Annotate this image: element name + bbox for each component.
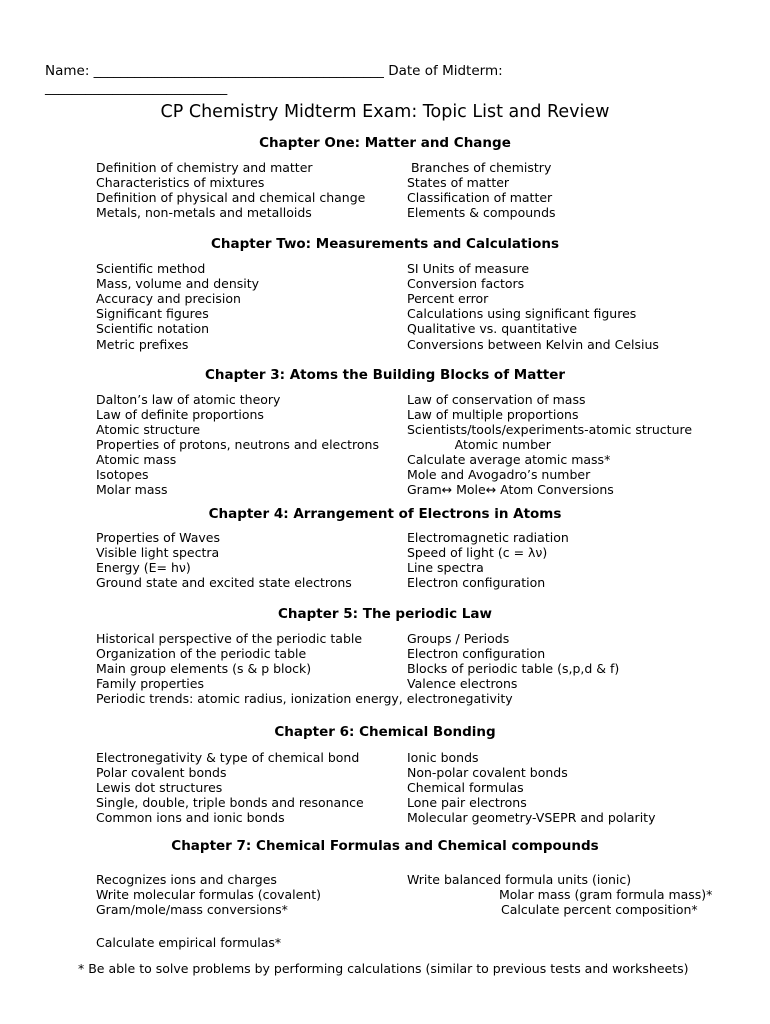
chapter-2-left-item: Scientific method — [96, 261, 206, 276]
chapter-7-right-item: Molar mass (gram formula mass)* — [499, 887, 713, 902]
chapter-3-left-item: Law of definite proportions — [96, 407, 264, 422]
chapter-6-title: Chapter 6: Chemical Bonding — [274, 724, 496, 740]
chapter-1-left-item: Characteristics of mixtures — [96, 175, 265, 190]
chapter-1-right-item: Elements & compounds — [407, 205, 556, 220]
chapter-6-right-item: Chemical formulas — [407, 780, 524, 795]
chapter-4-left-item: Energy (E= hν) — [96, 560, 191, 575]
chapter-3-right-item: Atomic number — [407, 437, 551, 452]
chapter-3-right-item: Mole and Avogadro’s number — [407, 467, 591, 482]
page-title: CP Chemistry Midterm Exam: Topic List and Review — [160, 102, 610, 122]
chapter-3-left-item: Molar mass — [96, 482, 168, 497]
chapter-5-right-item: Electron configuration — [407, 646, 546, 661]
chapter-1-right-item: Classification of matter — [407, 190, 553, 205]
chapter-7-left-item: Write molecular formulas (covalent) — [96, 887, 322, 902]
chapter-4-left-item: Ground state and excited state electrons — [96, 575, 352, 590]
chapter-1-left-item: Definition of physical and chemical change — [96, 190, 366, 205]
chapter-3-title: Chapter 3: Atoms the Building Blocks of Matter — [204, 367, 566, 383]
chapter-7-title: Chapter 7: Chemical Formulas and Chemical compounds — [171, 838, 599, 854]
chapter-3-right-item: Scientists/tools/experiments-atomic structure — [407, 422, 693, 437]
chapter-2-left-item: Significant figures — [96, 306, 209, 321]
name-and-date-line: Name: ___________________________________________ Date of Midterm: — [45, 63, 503, 79]
chapter-3-left-item: Properties of protons, neutrons and electrons — [96, 437, 379, 452]
chapter-5-right-item: Blocks of periodic table (s,p,d & f) — [407, 661, 620, 676]
chapter-3-left-item: Isotopes — [96, 467, 149, 482]
chapter-3-left-item: Atomic mass — [96, 452, 177, 467]
chapter-2-left-item: Metric prefixes — [96, 337, 189, 352]
chapter-3-right-item: Law of conservation of mass — [407, 392, 586, 407]
chapter-6-right-item: Ionic bonds — [407, 750, 479, 765]
chapter-1-title: Chapter One: Matter and Change — [259, 135, 511, 151]
chapter-5-right-item: Valence electrons — [407, 676, 518, 691]
chapter-2-left-item: Accuracy and precision — [96, 291, 241, 306]
footer-note: * Be able to solve problems by performing calculations (similar to previous tests and worksheets) — [78, 961, 689, 976]
chapter-4-right-item: Electromagnetic radiation — [407, 530, 569, 545]
chapter-7-left-item: Calculate empirical formulas* — [96, 935, 282, 950]
chapter-3-right-item: Calculate average atomic mass* — [407, 452, 611, 467]
chapter-4-right-item: Electron configuration — [407, 575, 546, 590]
chapter-7-left-item: Recognizes ions and charges — [96, 872, 277, 887]
chapter-4-right-item: Line spectra — [407, 560, 484, 575]
chapter-2-right-item: Qualitative vs. quantitative — [407, 321, 578, 336]
chapter-3-right-item: Law of multiple proportions — [407, 407, 579, 422]
chapter-2-title: Chapter Two: Measurements and Calculations — [210, 236, 560, 252]
chapter-2-left-item: Scientific notation — [96, 321, 210, 336]
chapter-1-left-item: Definition of chemistry and matter — [96, 160, 313, 175]
chapter-6-right-item: Molecular geometry-VSEPR and polarity — [407, 810, 656, 825]
chapter-2-right-item: Percent error — [407, 291, 489, 306]
chapter-4-title: Chapter 4: Arrangement of Electrons in Atoms — [208, 506, 562, 522]
chapter-3-left-item: Dalton’s law of atomic theory — [96, 392, 281, 407]
chapter-3-left-item: Atomic structure — [96, 422, 201, 437]
chapter-4-left-item: Properties of Waves — [96, 530, 220, 545]
chapter-6-right-item: Non-polar covalent bonds — [407, 765, 568, 780]
chapter-5-left-item: Family properties — [96, 676, 204, 691]
chapter-6-right-item: Lone pair electrons — [407, 795, 527, 810]
chapter-6-left-item: Single, double, triple bonds and resonance — [96, 795, 364, 810]
chapter-5-left-item: Periodic trends: atomic radius, ionization energy, electronegativity — [96, 691, 513, 706]
chapter-5-right-item: Groups / Periods — [407, 631, 510, 646]
chapter-6-left-item: Common ions and ionic bonds — [96, 810, 285, 825]
chapter-5-left-item: Historical perspective of the periodic table — [96, 631, 363, 646]
chapter-1-right-item: States of matter — [407, 175, 510, 190]
chapter-7-right-item: Write balanced formula units (ionic) — [407, 872, 632, 887]
chapter-2-right-item: Conversion factors — [407, 276, 525, 291]
chapter-6-left-item: Lewis dot structures — [96, 780, 223, 795]
chapter-2-left-item: Mass, volume and density — [96, 276, 260, 291]
chapter-6-left-item: Electronegativity & type of chemical bond — [96, 750, 360, 765]
chapter-2-right-item: Calculations using significant figures — [407, 306, 637, 321]
chapter-7-right-item: Calculate percent composition* — [501, 902, 698, 917]
chapter-6-left-item: Polar covalent bonds — [96, 765, 227, 780]
chapter-7-left-item: Gram/mole/mass conversions* — [96, 902, 288, 917]
chapter-4-right-item: Speed of light (c = λν) — [407, 545, 548, 560]
chapter-2-right-item: SI Units of measure — [407, 261, 530, 276]
chapter-3-right-item: Gram↔ Mole↔ Atom Conversions — [407, 482, 614, 497]
chapter-2-right-item: Conversions between Kelvin and Celsius — [407, 337, 659, 352]
chapter-5-left-item: Main group elements (s & p block) — [96, 661, 312, 676]
chapter-1-left-item: Metals, non-metals and metalloids — [96, 205, 312, 220]
chapter-5-left-item: Organization of the periodic table — [96, 646, 307, 661]
date-blank-line: ___________________________ — [45, 80, 228, 96]
chapter-5-title: Chapter 5: The periodic Law — [278, 606, 492, 622]
chapter-4-left-item: Visible light spectra — [96, 545, 220, 560]
chapter-1-right-item: Branches of chemistry — [407, 160, 552, 175]
